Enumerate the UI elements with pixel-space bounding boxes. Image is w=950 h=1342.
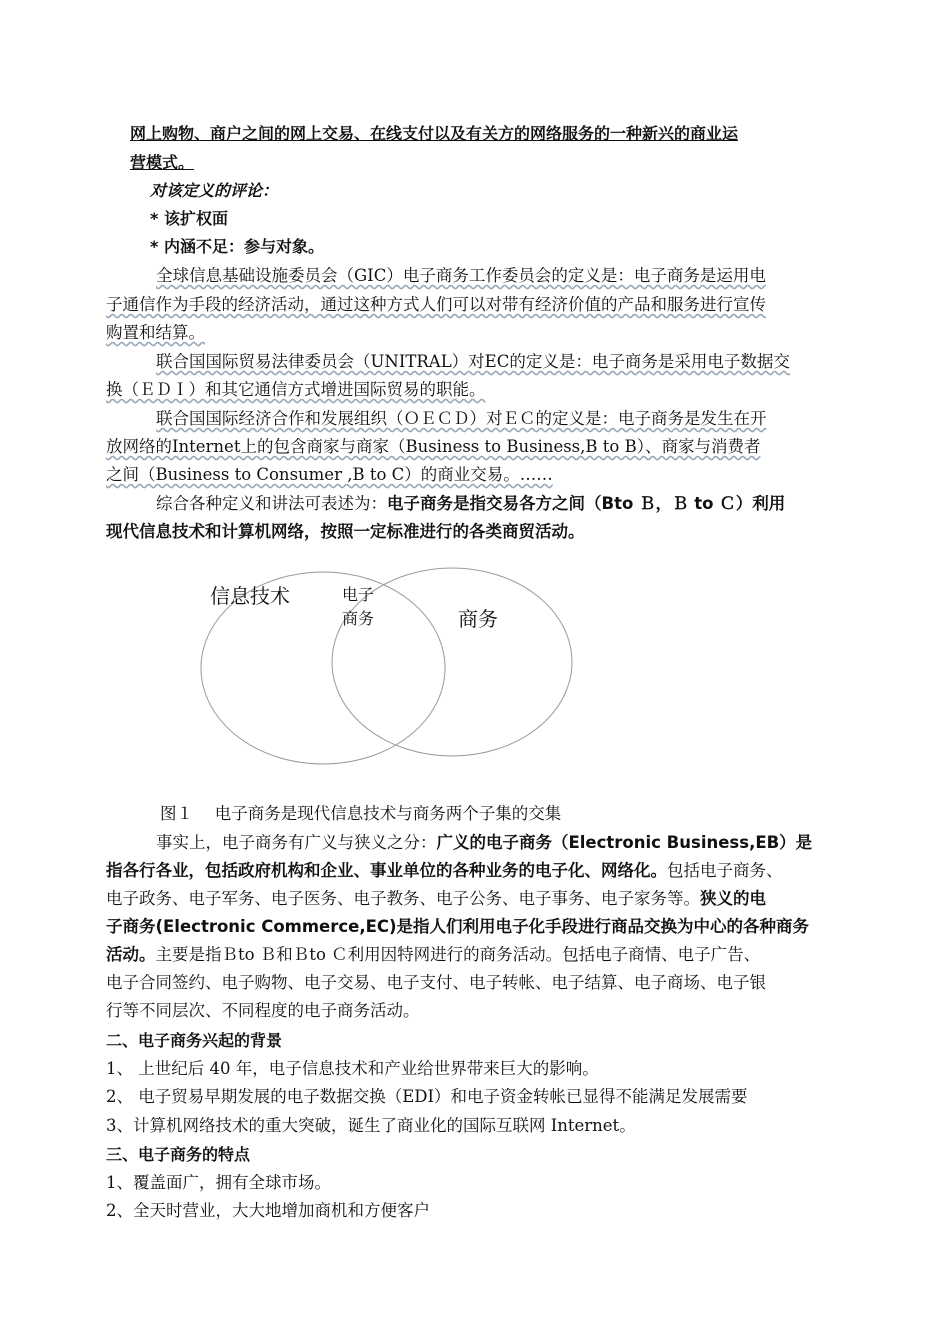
venn-label-information-technology: 信息技术 [210, 584, 290, 608]
oecd-line-3: 之间（Business to Consumer ,B to C）的商业交易。…… [106, 465, 553, 484]
narrow-description: 主要是指Ｂto Ｂ和Ｂto Ｃ利用因特网进行的商务活动。包括电子商情、电子广告、 [155, 945, 761, 964]
comment-item-2: * 内涵不足：参与对象。 [150, 237, 324, 256]
oecd-line-1: 联合国国际经济合作和发展组织（ＯＥＣＤ）对ＥＣ的定义是：电子商务是发生在开 [156, 409, 767, 428]
broad-term: 广义的电子商务（Electronic Business,EB）是 [436, 833, 813, 852]
unitral-line-1: 联合国国际贸易法律委员会（UNITRAL）对EC的定义是：电子商务是采用电子数据交 [156, 352, 790, 371]
narrow-definition-end: 活动。 [106, 945, 156, 964]
definition-line-2: 营模式。 [130, 153, 195, 172]
broad-includes: 包括电子商务、 [667, 861, 783, 880]
summary-definition: 电子商务是指交易各方之间（Bto Ｂ，Ｂ to Ｃ）利用 [387, 494, 786, 513]
gic-line-3: 购置和结算。 [106, 323, 205, 342]
broad-line-6: 电子合同签约、电子购物、电子交易、电子支付、电子转帐、电子结算、电子商场、电子银 [106, 973, 766, 992]
section-2-item-2: 2、 电子贸易早期发展的电子数据交换（EDI）和电子资金转帐已显得不能满足发展需要 [106, 1087, 748, 1106]
unitral-line-2: 换（ＥＤＩ）和其它通信方式增进国际贸易的职能。 [106, 380, 486, 399]
summary-line-2: 现代信息技术和计算机网络，按照一定标准进行的各类商贸活动。 [106, 522, 585, 541]
summary-intro: 综合各种定义和讲法可表述为： [156, 494, 387, 513]
broad-line-7: 行等不同层次、不同程度的电子商务活动。 [106, 1001, 420, 1020]
broad-definition: 指各行各业，包括政府机构和企业、事业单位的各种业务的电子化、网络化。 [106, 861, 667, 880]
section-2-item-3: 3、计算机网络技术的重大突破，诞生了商业化的国际互联网 Internet。 [106, 1116, 636, 1135]
venn-label-ecommerce-2: 商务 [342, 609, 375, 628]
broad-list: 电子政务、电子军务、电子医务、电子教务、电子公务、电子事务、电子家务等。 [106, 889, 700, 908]
comment-title: 对该定义的评论： [150, 181, 279, 200]
section-3-item-1: 1、覆盖面广，拥有全球市场。 [106, 1173, 331, 1192]
narrow-definition: 子商务(Electronic Commerce,EC)是指人们利用电子化手段进行商品交换为中心的各种商务 [106, 917, 810, 936]
section-2-item-1: 1、 上世纪后 40 年，电子信息技术和产业给世界带来巨大的影响。 [106, 1059, 599, 1078]
broad-line-5 [106, 944, 760, 966]
definition-line-1: 网上购物、商户之间的网上交易、在线支付以及有关方的网络服务的一种新兴的商业运 [130, 124, 739, 143]
venn-label-commerce: 商务 [458, 607, 498, 631]
broad-line-2 [106, 860, 783, 882]
narrow-term-start: 狭义的电 [700, 889, 766, 908]
section-3-heading: 三、电子商务的特点 [106, 1145, 251, 1164]
broad-intro: 事实上，电子商务有广义与狭义之分： [156, 833, 437, 852]
section-2-heading: 二、电子商务兴起的背景 [106, 1031, 283, 1050]
comment-item-1: * 该扩权面 [150, 209, 228, 228]
broad-line-3 [106, 888, 766, 910]
broad-line-1 [156, 832, 812, 854]
gic-line-2: 子通信作为手段的经济活动，通过这种方式人们可以对带有经济价值的产品和服务进行宣传 [106, 295, 766, 314]
section-3-item-2: 2、全天时营业，大大地增加商机和方便客户 [106, 1201, 430, 1220]
oecd-line-2: 放网络的Internet上的包含商家与商家（Business to Business,B to B）、商家与消费者 [106, 437, 761, 456]
venn-label-ecommerce-1: 电子 [342, 585, 375, 604]
figure-caption: 图１ 电子商务是现代信息技术与商务两个子集的交集 [160, 804, 562, 823]
gic-line-1: 全球信息基础设施委员会（GIC）电子商务工作委员会的定义是：电子商务是运用电 [156, 266, 766, 285]
